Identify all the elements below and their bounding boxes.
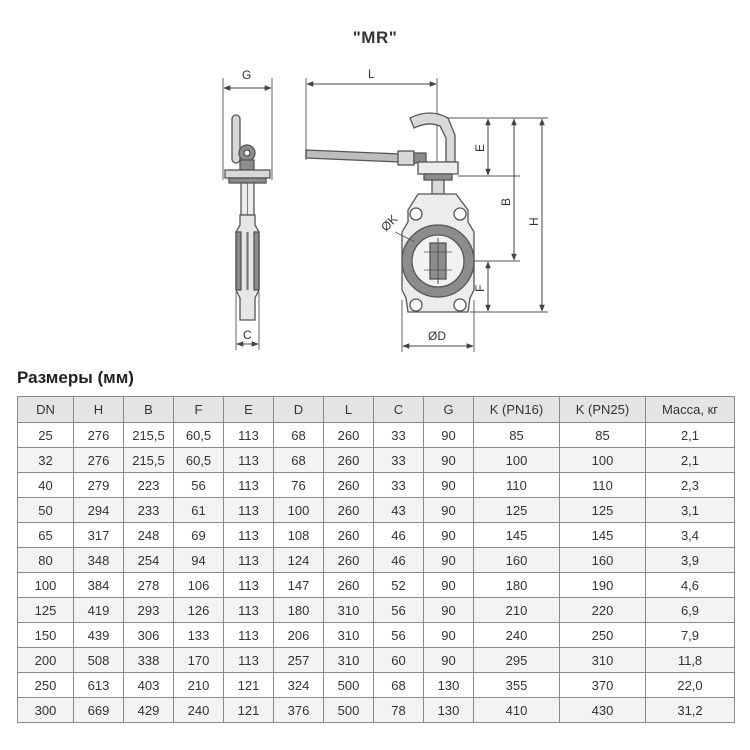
table-row bbox=[18, 698, 735, 723]
table-cell: 260 bbox=[324, 423, 374, 448]
table-cell: 233 bbox=[124, 498, 174, 523]
table-cell: 76 bbox=[274, 473, 324, 498]
table-cell: 60,5 bbox=[174, 448, 224, 473]
table-row bbox=[18, 523, 735, 548]
dim-label-d: ØD bbox=[428, 329, 446, 343]
table-row bbox=[18, 623, 735, 648]
table-cell: 429 bbox=[124, 698, 174, 723]
table-cell: 65 bbox=[18, 523, 74, 548]
table-cell: 90 bbox=[424, 648, 474, 673]
valve-drawing bbox=[0, 0, 750, 365]
table-row bbox=[18, 448, 735, 473]
front-view bbox=[306, 78, 548, 352]
table-cell: 210 bbox=[474, 598, 560, 623]
table-cell: 338 bbox=[124, 648, 174, 673]
table-cell: 130 bbox=[424, 698, 474, 723]
table-cell: 3,9 bbox=[646, 548, 735, 573]
dim-label-e: E bbox=[473, 143, 487, 152]
table-cell: 190 bbox=[560, 573, 646, 598]
table-cell: 130 bbox=[424, 673, 474, 698]
table-cell: 206 bbox=[274, 623, 324, 648]
dim-label-h: H bbox=[527, 217, 541, 226]
table-row bbox=[18, 573, 735, 598]
table-cell: 22,0 bbox=[646, 673, 735, 698]
side-view bbox=[223, 78, 272, 350]
table-cell: 61 bbox=[174, 498, 224, 523]
table-cell: 108 bbox=[274, 523, 324, 548]
table-cell: 125 bbox=[18, 598, 74, 623]
table-cell: 113 bbox=[224, 498, 274, 523]
table-cell: 150 bbox=[18, 623, 74, 648]
table-cell: 113 bbox=[224, 448, 274, 473]
col-header: L bbox=[324, 397, 374, 423]
table-cell: 180 bbox=[274, 598, 324, 623]
table-cell: 33 bbox=[374, 423, 424, 448]
table-cell: 254 bbox=[124, 548, 174, 573]
table-cell: 32 bbox=[18, 448, 74, 473]
table-cell: 669 bbox=[74, 698, 124, 723]
dim-label-l: L bbox=[368, 67, 375, 81]
table-cell: 260 bbox=[324, 573, 374, 598]
col-header: DN bbox=[18, 397, 74, 423]
table-cell: 68 bbox=[274, 423, 324, 448]
table-row bbox=[18, 648, 735, 673]
table-cell: 278 bbox=[124, 573, 174, 598]
table-cell: 133 bbox=[174, 623, 224, 648]
table-cell: 60,5 bbox=[174, 423, 224, 448]
table-cell: 613 bbox=[74, 673, 124, 698]
table-cell: 3,1 bbox=[646, 498, 735, 523]
table-cell: 260 bbox=[324, 448, 374, 473]
col-header: D bbox=[274, 397, 324, 423]
table-cell: 410 bbox=[474, 698, 560, 723]
table-cell: 56 bbox=[374, 623, 424, 648]
table-cell: 113 bbox=[224, 423, 274, 448]
table-cell: 200 bbox=[18, 648, 74, 673]
table-cell: 6,9 bbox=[646, 598, 735, 623]
table-cell: 295 bbox=[474, 648, 560, 673]
table-cell: 306 bbox=[124, 623, 174, 648]
table-cell: 85 bbox=[474, 423, 560, 448]
table-cell: 248 bbox=[124, 523, 174, 548]
table-cell: 310 bbox=[560, 648, 646, 673]
table-cell: 215,5 bbox=[124, 448, 174, 473]
col-header: K (PN25) bbox=[560, 397, 646, 423]
table-cell: 100 bbox=[474, 448, 560, 473]
table-cell: 348 bbox=[74, 548, 124, 573]
table-cell: 90 bbox=[424, 623, 474, 648]
table-cell: 110 bbox=[560, 473, 646, 498]
table-cell: 250 bbox=[18, 673, 74, 698]
table-title: Размеры (мм) bbox=[17, 368, 134, 387]
table-cell: 240 bbox=[174, 698, 224, 723]
table-cell: 2,3 bbox=[646, 473, 735, 498]
table-cell: 68 bbox=[274, 448, 324, 473]
table-cell: 4,6 bbox=[646, 573, 735, 598]
table-cell: 370 bbox=[560, 673, 646, 698]
table-cell: 52 bbox=[374, 573, 424, 598]
col-header: H bbox=[74, 397, 124, 423]
table-cell: 100 bbox=[274, 498, 324, 523]
table-cell: 90 bbox=[424, 423, 474, 448]
table-cell: 310 bbox=[324, 623, 374, 648]
table-cell: 223 bbox=[124, 473, 174, 498]
table-cell: 260 bbox=[324, 548, 374, 573]
table-cell: 80 bbox=[18, 548, 74, 573]
table-cell: 113 bbox=[224, 598, 274, 623]
table-cell: 215,5 bbox=[124, 423, 174, 448]
table-cell: 113 bbox=[224, 473, 274, 498]
table-cell: 113 bbox=[224, 548, 274, 573]
col-header: G bbox=[424, 397, 474, 423]
table-cell: 113 bbox=[224, 623, 274, 648]
dim-label-f: F bbox=[473, 284, 487, 292]
table-cell: 100 bbox=[18, 573, 74, 598]
table-cell: 113 bbox=[224, 648, 274, 673]
table-cell: 69 bbox=[174, 523, 224, 548]
table-cell: 33 bbox=[374, 473, 424, 498]
table-cell: 508 bbox=[74, 648, 124, 673]
table-row bbox=[18, 598, 735, 623]
col-header: Масса, кг bbox=[646, 397, 735, 423]
col-header: F bbox=[174, 397, 224, 423]
table-cell: 260 bbox=[324, 498, 374, 523]
table-cell: 430 bbox=[560, 698, 646, 723]
table-cell: 403 bbox=[124, 673, 174, 698]
table-cell: 56 bbox=[374, 598, 424, 623]
table-row bbox=[18, 473, 735, 498]
table-row bbox=[18, 548, 735, 573]
table-cell: 276 bbox=[74, 423, 124, 448]
table-cell: 145 bbox=[474, 523, 560, 548]
table-cell: 257 bbox=[274, 648, 324, 673]
table-cell: 90 bbox=[424, 473, 474, 498]
table-cell: 68 bbox=[374, 673, 424, 698]
table-cell: 250 bbox=[560, 623, 646, 648]
table-cell: 90 bbox=[424, 548, 474, 573]
table-cell: 94 bbox=[174, 548, 224, 573]
table-cell: 46 bbox=[374, 548, 424, 573]
table-cell: 60 bbox=[374, 648, 424, 673]
col-header: K (PN16) bbox=[474, 397, 560, 423]
table-cell: 90 bbox=[424, 498, 474, 523]
table-cell: 90 bbox=[424, 573, 474, 598]
table-cell: 419 bbox=[74, 598, 124, 623]
table-cell: 3,4 bbox=[646, 523, 735, 548]
col-header: E bbox=[224, 397, 274, 423]
table-cell: 324 bbox=[274, 673, 324, 698]
table-cell: 11,8 bbox=[646, 648, 735, 673]
table-cell: 25 bbox=[18, 423, 74, 448]
table-row bbox=[18, 673, 735, 698]
col-header: C bbox=[374, 397, 424, 423]
table-cell: 317 bbox=[74, 523, 124, 548]
table-cell: 7,9 bbox=[646, 623, 735, 648]
table-row bbox=[18, 423, 735, 448]
table-cell: 376 bbox=[274, 698, 324, 723]
table-cell: 180 bbox=[474, 573, 560, 598]
table-cell: 124 bbox=[274, 548, 324, 573]
table-body bbox=[18, 423, 735, 723]
table-cell: 439 bbox=[74, 623, 124, 648]
table-cell: 160 bbox=[474, 548, 560, 573]
table-cell: 145 bbox=[560, 523, 646, 548]
dim-label-k: ØK bbox=[378, 211, 401, 235]
table-cell: 46 bbox=[374, 523, 424, 548]
table-cell: 121 bbox=[224, 698, 274, 723]
table-cell: 78 bbox=[374, 698, 424, 723]
table-cell: 310 bbox=[324, 648, 374, 673]
table-cell: 147 bbox=[274, 573, 324, 598]
table-cell: 125 bbox=[560, 498, 646, 523]
dim-label-c: C bbox=[243, 328, 252, 342]
table-cell: 85 bbox=[560, 423, 646, 448]
table-cell: 355 bbox=[474, 673, 560, 698]
table-cell: 293 bbox=[124, 598, 174, 623]
table-cell: 90 bbox=[424, 598, 474, 623]
table-cell: 500 bbox=[324, 698, 374, 723]
table-cell: 31,2 bbox=[646, 698, 735, 723]
table-cell: 113 bbox=[224, 573, 274, 598]
table-cell: 240 bbox=[474, 623, 560, 648]
table-cell: 126 bbox=[174, 598, 224, 623]
table-cell: 125 bbox=[474, 498, 560, 523]
table-cell: 260 bbox=[324, 523, 374, 548]
table-cell: 40 bbox=[18, 473, 74, 498]
table-cell: 300 bbox=[18, 698, 74, 723]
table-cell: 276 bbox=[74, 448, 124, 473]
table-cell: 500 bbox=[324, 673, 374, 698]
table-cell: 220 bbox=[560, 598, 646, 623]
table-cell: 113 bbox=[224, 523, 274, 548]
table-cell: 100 bbox=[560, 448, 646, 473]
dimensions-table bbox=[17, 396, 735, 723]
table-cell: 121 bbox=[224, 673, 274, 698]
table-cell: 90 bbox=[424, 448, 474, 473]
table-cell: 106 bbox=[174, 573, 224, 598]
table-cell: 310 bbox=[324, 598, 374, 623]
drawing-title: "MR" bbox=[352, 28, 398, 47]
table-cell: 90 bbox=[424, 523, 474, 548]
table-row bbox=[18, 498, 735, 523]
table-cell: 170 bbox=[174, 648, 224, 673]
dim-label-b: B bbox=[499, 197, 513, 206]
dim-label-g: G bbox=[242, 68, 252, 82]
table-header-row bbox=[18, 397, 735, 423]
table-cell: 43 bbox=[374, 498, 424, 523]
table-cell: 260 bbox=[324, 473, 374, 498]
table-cell: 33 bbox=[374, 448, 424, 473]
table-cell: 279 bbox=[74, 473, 124, 498]
table-cell: 2,1 bbox=[646, 423, 735, 448]
table-cell: 50 bbox=[18, 498, 74, 523]
table-cell: 160 bbox=[560, 548, 646, 573]
table-cell: 294 bbox=[74, 498, 124, 523]
table-cell: 210 bbox=[174, 673, 224, 698]
table-cell: 2,1 bbox=[646, 448, 735, 473]
col-header: B bbox=[124, 397, 174, 423]
table-cell: 384 bbox=[74, 573, 124, 598]
table-cell: 110 bbox=[474, 473, 560, 498]
table-cell: 56 bbox=[174, 473, 224, 498]
